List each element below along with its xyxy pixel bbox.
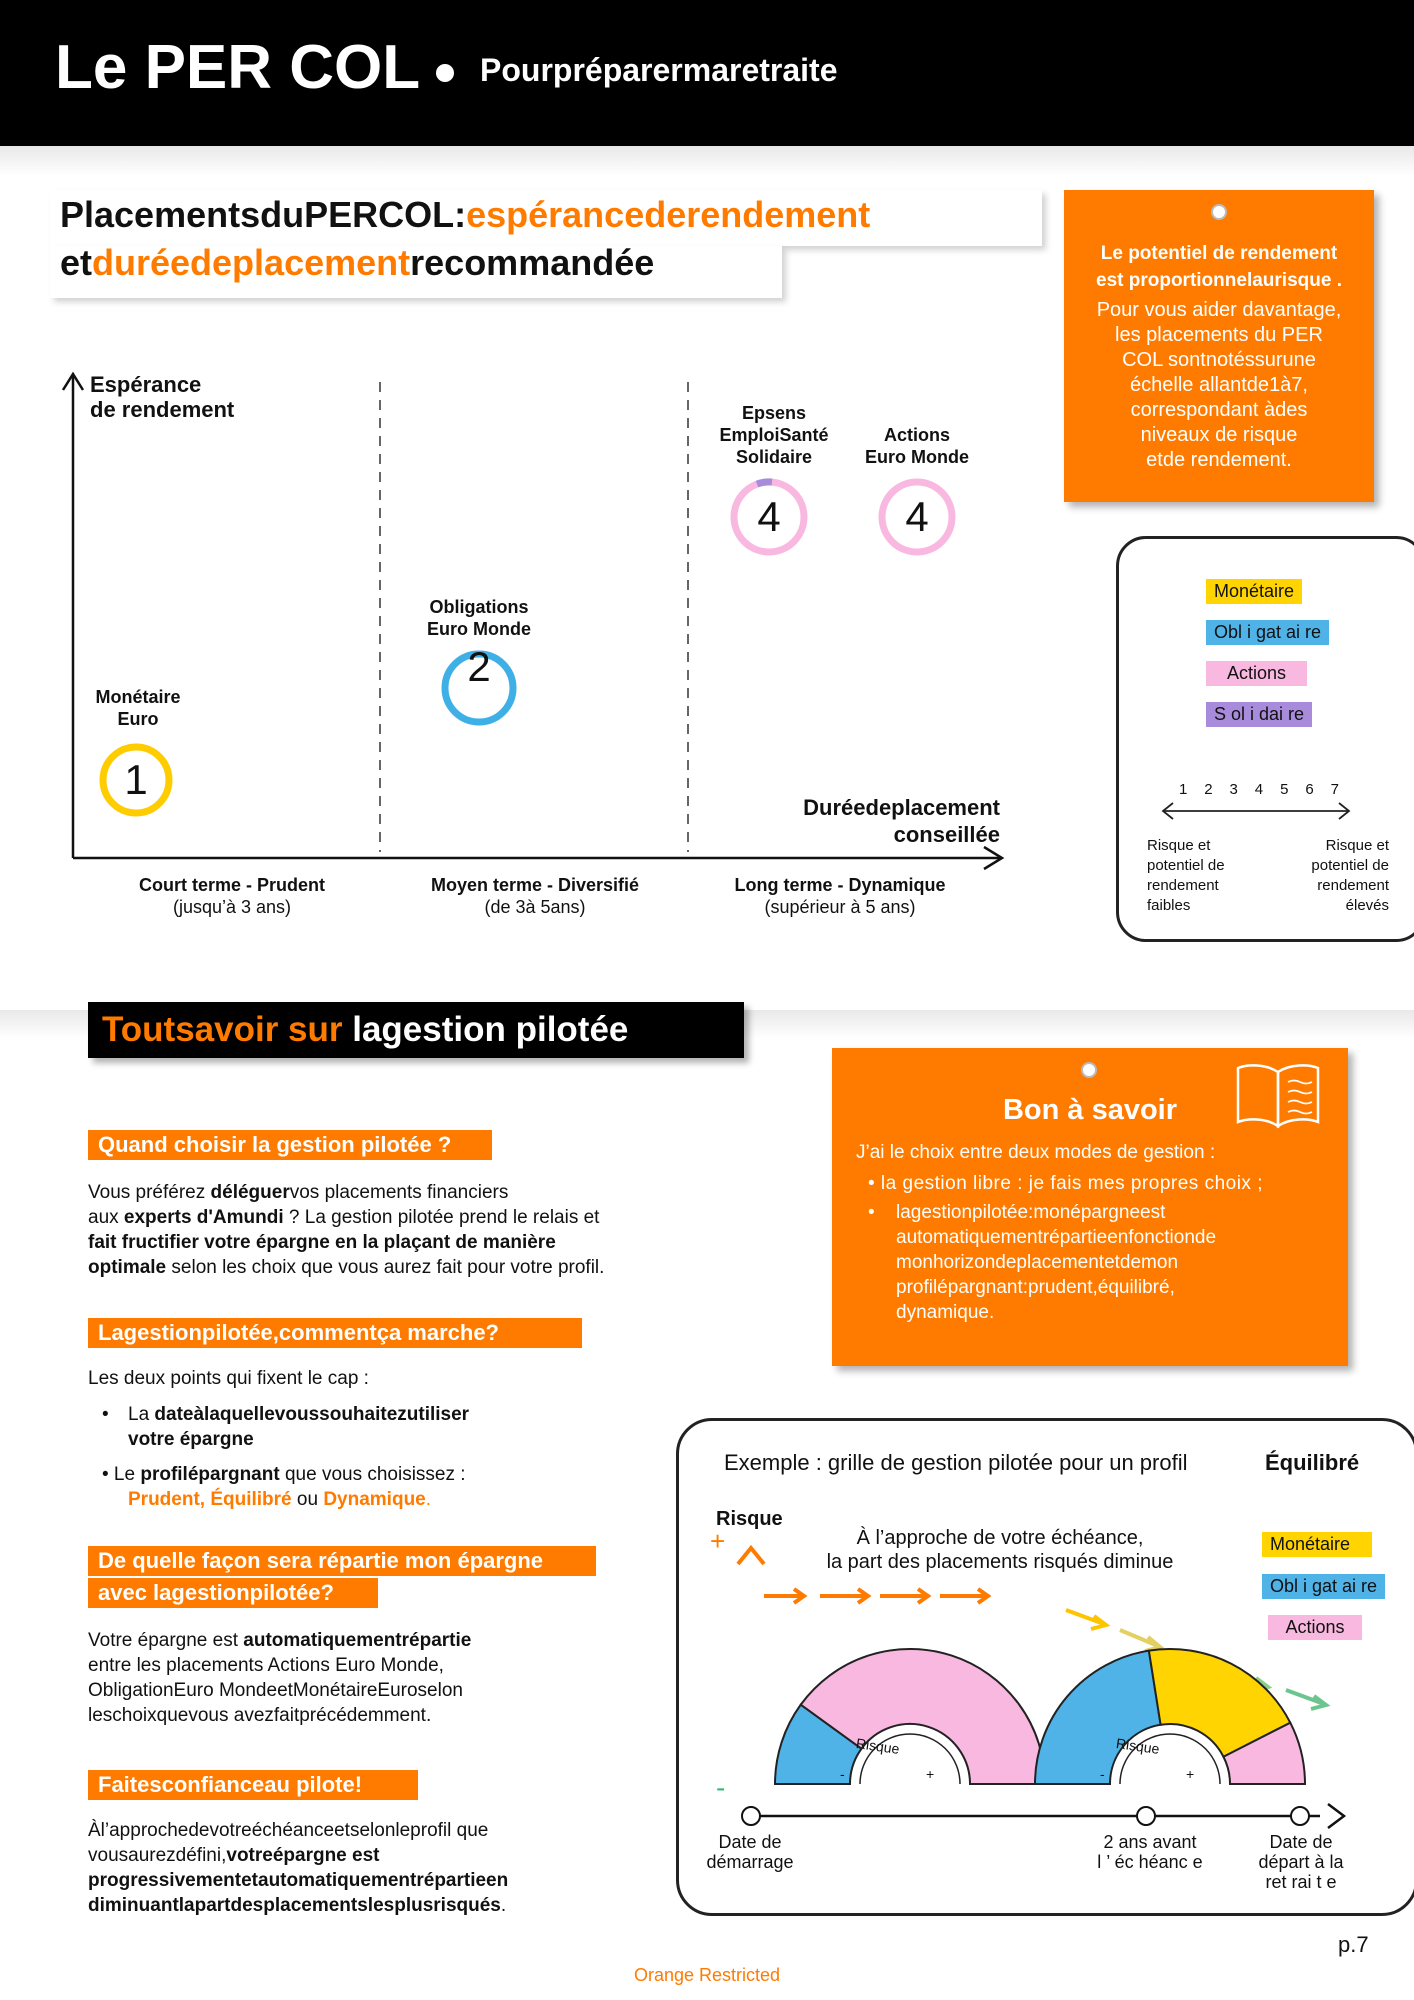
term-name: Moyen terme - Diversifié — [430, 875, 640, 895]
text-bold: votre épargne — [128, 1429, 254, 1450]
note-line: Le potentiel de rendement — [1100, 243, 1338, 264]
label-line: Risque et — [1147, 837, 1211, 854]
label-line: rendement — [1147, 877, 1219, 894]
text: selon les choix que vous aurez fait pour votre profil. — [166, 1257, 605, 1278]
note-line: dynamique. — [896, 1302, 995, 1323]
text: ObligationEuro MondeetMonétaireEuroselon — [88, 1680, 463, 1701]
allocation-gauge-2years — [1035, 1649, 1305, 1784]
note-line: les placements du PER — [1115, 324, 1323, 346]
text: Vous préférez — [88, 1182, 211, 1203]
title-highlight: Toutsavoir sur — [102, 1010, 343, 1049]
note-line: monhorizondeplacementetdemon — [896, 1252, 1179, 1273]
text: • Le — [102, 1464, 141, 1485]
axis-label-line: de rendement — [90, 397, 235, 422]
text: . — [425, 1489, 432, 1510]
example-x-arrow — [1328, 1804, 1344, 1828]
axis-label-line: conseillée — [893, 822, 1000, 847]
scale-number: 1 — [1179, 781, 1188, 798]
scale-number: 3 — [1229, 781, 1238, 798]
label-line: Date de — [718, 1832, 782, 1852]
trend-arrow-icon — [1286, 1690, 1326, 1709]
question-how: Lagestionpilotée,commentça marche? — [88, 1318, 582, 1348]
label-line: Risque et — [1325, 837, 1389, 854]
caption-line: À l’approche de votre échéance, — [856, 1527, 1144, 1549]
scale-number: 5 — [1280, 781, 1289, 798]
text: leschoixquevous avezfaitprécédemment. — [88, 1705, 432, 1726]
term-name: Long terme - Dynamique — [734, 875, 946, 895]
label-line: potentiel de — [1311, 857, 1389, 874]
example-legend-monetaire: Monétaire — [1262, 1532, 1372, 1557]
risk-value: 4 — [905, 493, 929, 540]
risk-value: 2 — [467, 643, 491, 690]
classification-label: Orange Restricted — [633, 1965, 781, 1985]
example-y-label: Risque — [716, 1508, 783, 1530]
question-when: Quand choisir la gestion pilotée ? — [88, 1130, 492, 1160]
title-text: lagestion pilotée — [342, 1010, 629, 1049]
example-title: Exemple : grille de gestion pilotée pour un profil — [724, 1450, 1188, 1475]
note-line: Pour vous aider davantage, — [1096, 299, 1342, 321]
label-line: Obligations — [429, 597, 529, 617]
text: ? La gestion pilotée prend le relais et — [283, 1207, 600, 1228]
label-line: Monétaire — [95, 687, 181, 707]
trend-arrow-icon — [820, 1589, 868, 1603]
scale-number: 6 — [1305, 781, 1314, 798]
note-line: profilépargnant:prudent,équilibré, — [896, 1277, 1175, 1298]
label-line: Actions — [883, 425, 950, 445]
label-line: rendement — [1317, 877, 1389, 894]
note-line: échelle allantde1à7, — [1130, 374, 1308, 396]
gauge1-plus: + — [926, 1766, 935, 1782]
term-detail: (supérieur à 5 ans) — [764, 897, 916, 917]
axis-label-line: Espérance — [90, 372, 202, 397]
label-line: Solidaire — [735, 447, 813, 467]
example-plus: + — [710, 1526, 726, 1556]
text-bold: déléguer — [210, 1182, 290, 1203]
example-legend-actions: Actions — [1268, 1615, 1362, 1640]
label-line: 2 ans avant — [1103, 1832, 1197, 1852]
text: Votre épargne est — [88, 1630, 244, 1651]
text: La — [128, 1404, 155, 1425]
legend-monetaire: Monétaire — [1206, 579, 1302, 604]
label-line: Euro Monde — [427, 619, 531, 639]
timeline-point-2years — [1137, 1807, 1155, 1825]
page-subtitle: Pourpréparermaretraite — [480, 52, 838, 88]
text-bold: progressivementetautomatiquementrépartieen — [88, 1870, 509, 1891]
label-line: ret rai t e — [1265, 1872, 1337, 1892]
timeline-label-2years — [1080, 1832, 1220, 1872]
term-detail: (jusqu’à 3 ans) — [172, 897, 292, 917]
text: vos placements financiers — [289, 1182, 509, 1203]
label-line: EmploiSanté — [719, 425, 829, 445]
title-text: recommandée — [410, 242, 655, 283]
example-profile: Équilibré — [1265, 1450, 1360, 1475]
timeline-label-start — [700, 1832, 800, 1872]
gauge1-minus: - — [840, 1766, 845, 1782]
label-line: départ à la — [1258, 1852, 1344, 1872]
text: ou — [291, 1489, 324, 1510]
title-text: et — [60, 242, 93, 283]
label-line: Epsens — [741, 403, 807, 423]
trend-arrow-icon — [880, 1589, 928, 1603]
term-detail: (de 3à 5ans) — [484, 897, 586, 917]
label-line: démarrage — [706, 1852, 794, 1872]
bullet-dot: • — [868, 1202, 875, 1223]
trend-arrow-icon — [1066, 1610, 1106, 1629]
bullet-dot: • — [102, 1404, 109, 1425]
text: vousaurezdéfini, — [88, 1845, 227, 1866]
scale-number: 4 — [1254, 781, 1264, 798]
answer-how-intro: Les deux points qui fixent le cap : — [88, 1368, 369, 1389]
risk-value: 4 — [757, 493, 781, 540]
scale-number: 2 — [1204, 781, 1213, 798]
label-line: l ’ éc héanc e — [1097, 1852, 1203, 1872]
text-bold: fait fructifier votre épargne en la plaçant de manière — [88, 1232, 556, 1253]
note-line: lagestionpilotée:monépargneest — [896, 1202, 1166, 1223]
legend-solidaire: S ol i dai re — [1206, 702, 1312, 727]
label-line: Euro Monde — [865, 447, 969, 467]
title-highlight: duréedeplacement — [92, 242, 411, 283]
text: entre les placements Actions Euro Monde, — [88, 1655, 444, 1676]
text-bold: votreépargne est — [226, 1845, 380, 1866]
label-line: Euro — [117, 709, 159, 729]
gauge2-plus: + — [1186, 1766, 1195, 1782]
text: Àl’approchedevotreéchéanceetselonleprofil que — [88, 1820, 489, 1841]
term-name: Court terme - Prudent — [138, 875, 325, 895]
note-line: est proportionnelaurisque . — [1096, 270, 1342, 291]
trend-arrow-icon — [1120, 1630, 1160, 1651]
trend-arrow-icon — [940, 1589, 988, 1603]
risk-value: 1 — [124, 756, 148, 803]
text-bold: automatiquementrépartie — [243, 1630, 472, 1651]
caption-line: la part des placements risqués diminue — [826, 1551, 1174, 1573]
profile-dynamique: Dynamique — [323, 1489, 426, 1510]
gauge2-risk-label: Risque — [1115, 1735, 1161, 1757]
scale-number: 7 — [1330, 781, 1339, 798]
note-line: automatiquementrépartieenfonctionde — [896, 1227, 1217, 1248]
profile-prudent-equilibre: Prudent, Équilibré — [128, 1489, 292, 1510]
example-legend-obligataire: Obl i gat ai re — [1262, 1574, 1385, 1599]
page-number: p.7 — [1338, 1932, 1369, 1957]
example-minus: - — [716, 1772, 726, 1803]
gauge-segment-obligataire — [1035, 1651, 1161, 1784]
question-repartition-2: avec lagestionpilotée? — [88, 1578, 378, 1608]
text-bold: experts d'Amundi — [123, 1207, 284, 1228]
gauge1-risk-label: Risque — [855, 1735, 901, 1757]
title-highlight: espérancederendement — [466, 194, 871, 235]
note-line: COL sontnotéssurune — [1122, 349, 1316, 371]
timeline-point-retirement — [1291, 1807, 1309, 1825]
legend-obligataire: Obl i gat ai re — [1206, 620, 1329, 645]
axis-label-line: Duréedeplacement — [803, 795, 1000, 820]
question-repartition: De quelle façon sera répartie mon épargne — [88, 1546, 596, 1576]
text: . — [500, 1895, 507, 1916]
page-title: Le PER COL — [55, 33, 421, 102]
note-line: • la gestion libre : je fais mes propres choix ; — [868, 1173, 1263, 1194]
note-line: etde rendement. — [1146, 449, 1292, 471]
timeline-label-retirement — [1246, 1832, 1356, 1892]
label-line: faibles — [1147, 897, 1191, 914]
title-text: PlacementsduPERCOL: — [60, 194, 467, 235]
text: que vous choisissez : — [279, 1464, 466, 1485]
text: aux — [88, 1207, 124, 1228]
text-bold: profilépargnant — [140, 1464, 280, 1485]
legend-actions: Actions — [1206, 661, 1307, 686]
label-line: Date de — [1269, 1832, 1333, 1852]
text-bold: diminuantlapartdesplacementslesplusrisqués — [88, 1895, 501, 1916]
note-line: correspondant àdes — [1130, 399, 1308, 421]
text-bold: optimale — [88, 1257, 167, 1278]
question-pilote: Faitesconfianceau pilote! — [88, 1770, 418, 1800]
note-line: J’ai le choix entre deux modes de gestion : — [856, 1142, 1216, 1163]
timeline-point-start — [742, 1807, 760, 1825]
good-to-know-title: Bon à savoir — [1002, 1094, 1178, 1126]
text-bold: dateàlaquellevoussouhaitezutiliser — [154, 1404, 470, 1425]
note-line: niveaux de risque — [1140, 424, 1298, 446]
allocation-gauge-start — [775, 1649, 1045, 1784]
label-line: potentiel de — [1147, 857, 1225, 874]
trend-arrow-icon — [764, 1589, 804, 1603]
gauge2-minus: - — [1100, 1766, 1105, 1782]
label-line: élevés — [1345, 897, 1389, 914]
